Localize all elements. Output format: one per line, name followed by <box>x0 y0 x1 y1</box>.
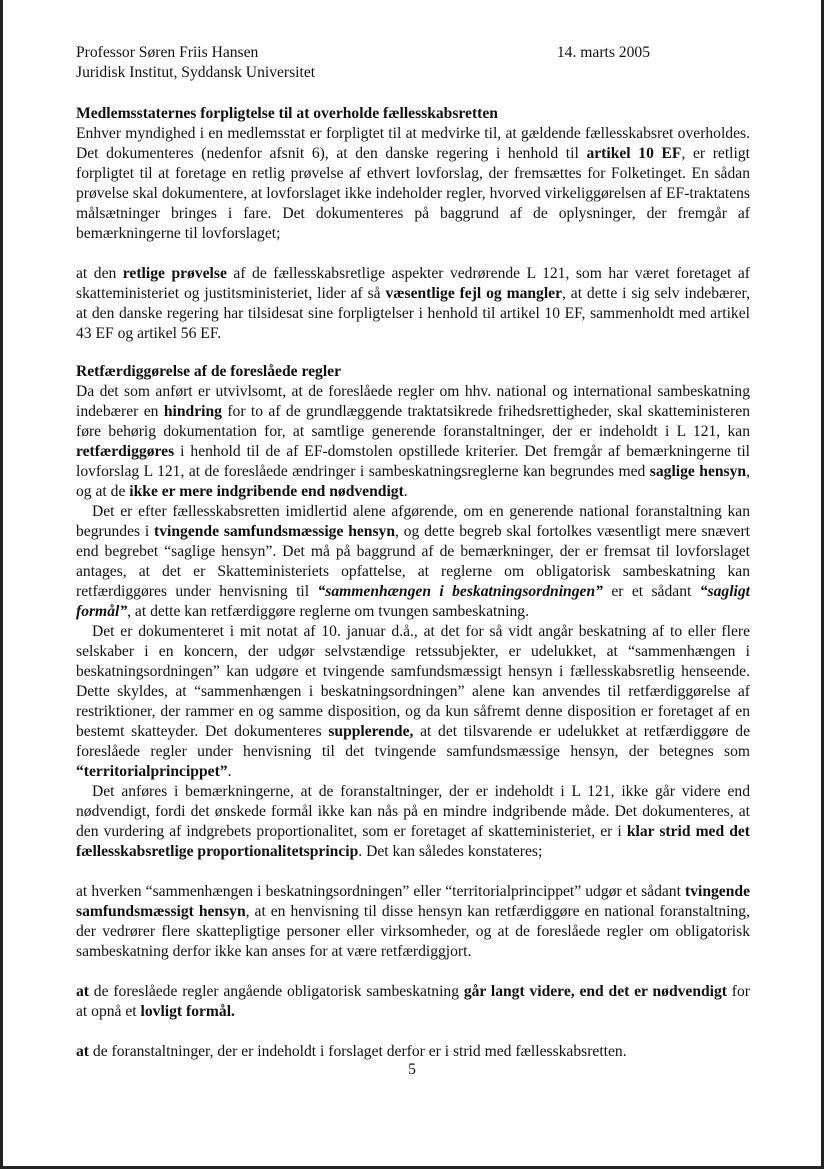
paragraph: at de foranstaltninger, der er indeholdt i forslaget derfor er i strid med fællesskabsretten. <box>76 1043 627 1060</box>
letter-header <box>76 43 750 85</box>
page-number: 5 <box>408 1061 416 1078</box>
section-obligations <box>76 104 750 344</box>
document-date: 14. marts 2005 <box>556 44 650 61</box>
scan-border-left <box>0 0 3 1169</box>
author-name: Professor Søren Friis Hansen <box>76 44 259 61</box>
document-page <box>76 43 750 1062</box>
paragraph: at de foreslåede regler angående obligatorisk sambeskatning går langt videre, end det er nødvendigt for at opnå et lovligt formål. <box>76 983 750 1020</box>
paragraph: Enhver myndighed i en medlemsstat er forpligtet til at medvirke til, at gældende fællesskabsret overholdes. Det dokumenteres (nedenfor afsnit 6), at den danske regering i henhold til artikel 10 EF, er retligt forpligtet til at foretage en retlig prøvelse af ethvert lovforslag, der fremsættes for Folketinget. En sådan prøvelse skal dokumentere, at lovforslaget ikke indeholder regler, hvorved virkeliggørelsen af EF-traktatens målsætninger bringes i fare. Det dokumenteres på baggrund af de oplysninger, der fremgår af bemærkningerne til lovforslaget; <box>76 125 750 242</box>
section-heading: Medlemsstaternes forpligtelse til at overholde fællesskabsretten <box>76 105 498 122</box>
paragraph: at hverken “sammenhængen i beskatningsordningen” eller “territorialprincippet” udgør et sådant tvingende samfundsmæssigt hensyn, at en henvisning til disse hensyn kan retfærdiggøre en national foranstaltning, der vedrører flere skattepligtige personer eller virksomheder, og at de foreslåede regler om obligatorisk sambeskatning derfor ikke kan anses for at være retfærdiggjort. <box>76 883 750 960</box>
paragraph: Da det som anført er utvivlsomt, at de foreslåede regler om hhv. national og international sambeskatning indebærer en hindring for to af de grundlæggende traktatsikrede frihedsrettigheder, skal skatteministeren føre behørig dokumentation for, at samtlige generende foranstaltninger, der er indeholdt i L 121, kan retfærdiggøres i henhold til de af EF-domstolen opstillede kriterier. Det fremgår af bemærkningerne til lovforslag L 121, at de foreslåede ændringer i sambeskatningsreglerne kan begrundes med saglige hensyn, og at de ikke er mere indgribende end nødvendigt. <box>76 383 750 500</box>
section-heading: Retfærdiggørelse af de foreslåede regler <box>76 363 342 380</box>
paragraph: at den retlige prøvelse af de fællesskabsretlige aspekter vedrørende L 121, som har været foretaget af skatteministeriet og justitsministeriet, lider af så væsentlige fejl og mangler, at dette i sig selv indebærer, at den danske regering har tilsidesat sine forpligtelser i henhold til artikel 10 EF, sammenholdt med artikel 43 EF og artikel 56 EF. <box>76 265 751 342</box>
institution: Juridisk Institut, Syddansk Universitet <box>76 64 316 81</box>
section-justification <box>76 362 750 1062</box>
paragraph: Det anføres i bemærkningerne, at de foranstaltninger, der er indeholdt i L 121, ikke går videre end nødvendigt, fordi det ønskede formål ikke kan nås på en mindre indgribende måde. Det dokumenteres, at den vurdering af indgrebets proportionalitet, som er foretaget af skatteministeriet, er i klar strid med det fællesskabsretlige proportionalitetsprincip. Det kan således konstateres; <box>76 783 750 860</box>
paragraph: Det er efter fællesskabsretten imidlertid alene afgørende, om en generende national foranstaltning kan begrundes i tvingende samfundsmæssige hensyn, og dette begreb skal fortolkes væsentligt mere snævert end begrebet “saglige hensyn”. Det må på baggrund af de bemærkninger, der er fremsat til lovforslaget antages, at det er Skatteministeriets opfattelse, at reglerne om obligatorisk sambeskatning kan retfærdiggøres under henvisning til “sammenhængen i beskatningsordningen” er et sådant “sagligt formål”, at dette kan retfærdiggøre reglerne om tvungen sambeskatning. <box>76 503 750 620</box>
paragraph: Det er dokumenteret i mit notat af 10. januar d.å., at det for så vidt angår beskatning af to eller flere selskaber i en koncern, der udgør selvstændige retssubjekter, er udelukket, at “sammenhængen i beskatningsordningen” kan udgøre et tvingende samfundsmæssigt hensyn i fællesskabsretlig henseende. Dette skyldes, at “sammenhængen i beskatningsordningen” alene kan anvendes til retfærdiggørelse af restriktioner, der rammer en og samme disposition, og da kun såfremt denne disposition er foretaget af en bestemt skatteyder. Det dokumenteres supplerende, at det tilsvarende er udelukket at retfærdiggøre de foreslåede regler under henvisning til det tvingende samfundsmæssige hensyn, der betegnes som “territorialprincippet”. <box>76 623 750 780</box>
